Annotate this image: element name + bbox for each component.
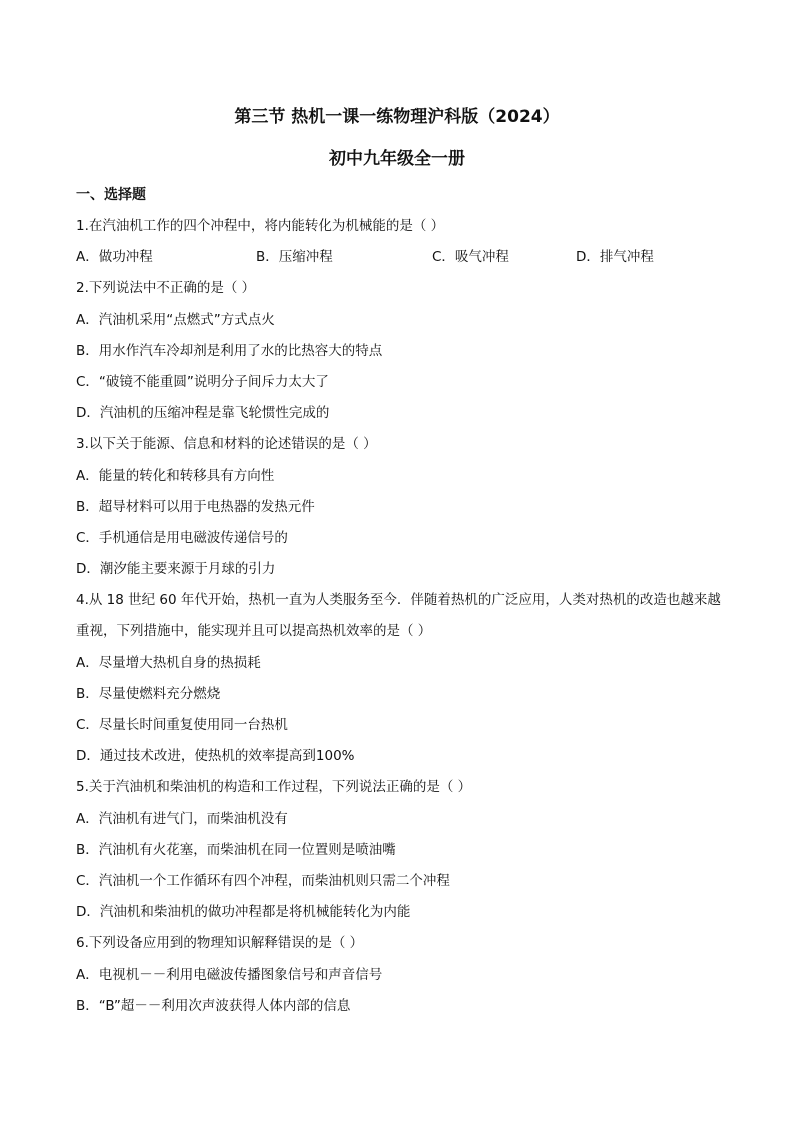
option: D．汽油机和柴油机的做功冲程都是将机械能转化为内能 xyxy=(76,904,411,921)
question-stem: 3.以下关于能源、信息和材料的论述错误的是（ ） xyxy=(76,436,377,453)
option: D．潮汐能主要来源于月球的引力 xyxy=(76,561,276,578)
question-stem: 5.关于汽油机和柴油机的构造和工作过程，下列说法正确的是（ ） xyxy=(76,779,472,796)
option: B．压缩冲程 xyxy=(256,249,333,266)
option: A．汽油机有进气门，而柴油机没有 xyxy=(76,810,288,827)
section-heading: 一、选择题 xyxy=(76,187,146,203)
question-stem: 1.在汽油机工作的四个冲程中，将内能转化为机械能的是（ ） xyxy=(76,218,445,234)
option: A．汽油机采用“点燃式”方式点火 xyxy=(76,311,275,328)
question-list xyxy=(76,211,726,1022)
option: B．尽量使燃料充分燃烧 xyxy=(76,685,221,702)
option: C．尽量长时间重复使用同一台热机 xyxy=(76,717,288,734)
question-stem: 4.从 18 世纪 60 年代开始，热机一直为人类服务至今．伴随着热机的广泛应用，人类对热机的改造也越来越重视，下列措施中，能实现并且可以提高热机效率的是（ ） xyxy=(76,592,721,640)
question-stem: 6.下列设备应用到的物理知识解释错误的是（ ） xyxy=(76,935,364,952)
option: A．尽量增大热机自身的热损耗 xyxy=(76,654,261,671)
question-stem: 2.下列说法中不正确的是（ ） xyxy=(76,280,256,297)
option: D．汽油机的压缩冲程是靠飞轮惯性完成的 xyxy=(76,405,330,422)
option: B．超导材料可以用于电热器的发热元件 xyxy=(76,498,315,515)
option: D．通过技术改进，使热机的效率提高到100% xyxy=(76,748,355,765)
option: C．“破镜不能重圆”说明分子间斥力太大了 xyxy=(76,373,329,390)
option: A．电视机－－利用电磁波传播图象信号和声音信号 xyxy=(76,966,383,983)
document-subtitle: 初中九年级全一册 xyxy=(329,149,465,169)
option: A．能量的转化和转移具有方向性 xyxy=(76,467,275,484)
document-title: 第三节 热机一课一练物理沪科版（2024） xyxy=(234,107,560,127)
option: B．用水作汽车冷却剂是利用了水的比热容大的特点 xyxy=(76,342,383,359)
option: C．汽油机一个工作循环有四个冲程，而柴油机则只需二个冲程 xyxy=(76,872,450,889)
option: B．汽油机有火花塞，而柴油机在同一位置则是喷油嘴 xyxy=(76,841,396,858)
option: D．排气冲程 xyxy=(576,249,654,266)
option-row xyxy=(76,242,726,273)
option: A．做功冲程 xyxy=(76,249,153,266)
option: C．手机通信是用电磁波传递信号的 xyxy=(76,529,288,546)
option: C．吸气冲程 xyxy=(432,249,509,266)
option: B．“B”超－－利用次声波获得人体内部的信息 xyxy=(76,997,351,1014)
